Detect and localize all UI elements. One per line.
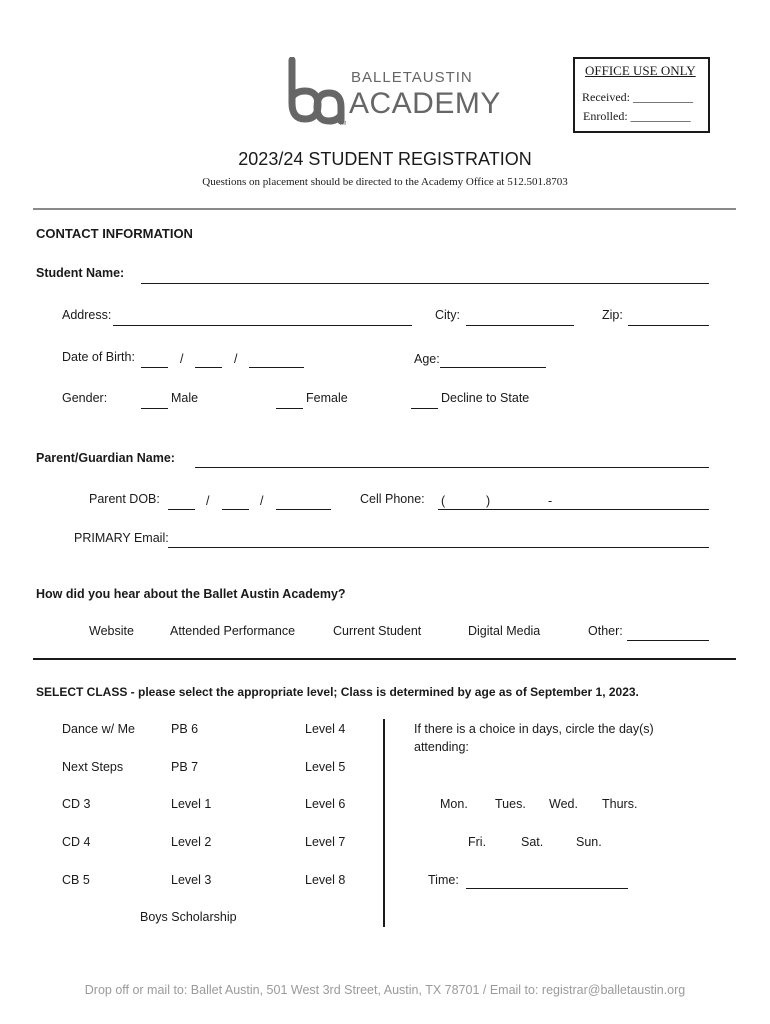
day-tues[interactable]: Tues. [495, 797, 526, 811]
class-pb7[interactable]: PB 7 [171, 760, 199, 774]
dob-day-field[interactable] [195, 367, 222, 368]
day-thurs[interactable]: Thurs. [602, 797, 638, 811]
day-choice-instruction-2: attending: [414, 740, 469, 754]
cell-phone-paren-close: ) [486, 494, 491, 508]
parent-dob-day-field[interactable] [222, 509, 249, 510]
hear-option-other[interactable]: Other: [588, 624, 623, 638]
hear-question: How did you hear about the Ballet Austin Academy? [36, 587, 346, 601]
dob-year-field[interactable] [249, 367, 304, 368]
class-dance-with-me[interactable]: Dance w/ Me [62, 722, 135, 736]
hear-option-website[interactable]: Website [89, 624, 134, 638]
day-mon[interactable]: Mon. [440, 797, 468, 811]
hear-option-digital-media[interactable]: Digital Media [468, 624, 541, 638]
class-level2[interactable]: Level 2 [171, 835, 212, 849]
parent-name-label: Parent/Guardian Name: [36, 451, 175, 465]
parent-dob-slash-1: / [206, 494, 210, 508]
gender-decline-label: Decline to State [441, 391, 530, 405]
zip-label: Zip: [602, 308, 623, 322]
day-fri[interactable]: Fri. [468, 835, 487, 849]
address-label: Address: [62, 308, 112, 322]
gender-decline-field[interactable] [411, 408, 438, 409]
logo-text-bottom: ACADEMY [349, 87, 501, 120]
city-label: City: [435, 308, 460, 322]
class-cb5[interactable]: CB 5 [62, 873, 90, 887]
gender-label: Gender: [62, 391, 108, 405]
dob-slash-2: / [234, 352, 238, 366]
office-enrolled: Enrolled: __________ [583, 109, 691, 123]
city-field[interactable] [466, 325, 574, 326]
logo-text-top: BALLETAUSTIN [351, 69, 473, 86]
student-name-label: Student Name: [36, 266, 125, 280]
class-level5[interactable]: Level 5 [305, 760, 346, 774]
office-received: Received: __________ [582, 90, 693, 104]
divider-middle [33, 658, 736, 660]
time-field[interactable] [466, 888, 628, 889]
zip-field[interactable] [628, 325, 709, 326]
student-name-field[interactable] [141, 283, 709, 284]
cell-phone-dash: - [548, 494, 553, 508]
hear-option-current-student[interactable]: Current Student [333, 624, 422, 638]
day-choice-instruction-1: If there is a choice in days, circle the day(s) [414, 722, 654, 736]
email-field[interactable] [168, 547, 709, 548]
age-label: Age: [414, 352, 440, 366]
class-boys-scholarship[interactable]: Boys Scholarship [140, 910, 237, 924]
logo-trademark: TM [339, 121, 347, 127]
class-pb6[interactable]: PB 6 [171, 722, 199, 736]
class-next-steps[interactable]: Next Steps [62, 760, 124, 774]
ba-logo-mark-icon [283, 57, 345, 127]
class-heading: SELECT CLASS - please select the appropriate level; Class is determined by age as of September 1, 2023. [36, 685, 639, 699]
cell-phone-label: Cell Phone: [360, 492, 425, 506]
office-use-title: OFFICE USE ONLY [585, 63, 696, 78]
cell-phone-paren-open: ( [441, 494, 446, 508]
ballet-austin-academy-logo [283, 57, 503, 129]
dob-slash-1: / [180, 352, 184, 366]
gender-male-field[interactable] [141, 408, 168, 409]
dob-month-field[interactable] [141, 367, 168, 368]
class-level4[interactable]: Level 4 [305, 722, 346, 736]
footer-mailing-info: Drop off or mail to: Ballet Austin, 501 West 3rd Street, Austin, TX 78701 / Email to: registrar@balletaustin.org [84, 983, 686, 997]
divider-top [33, 208, 736, 210]
class-level7[interactable]: Level 7 [305, 835, 346, 849]
contact-heading: CONTACT INFORMATION [36, 226, 193, 241]
class-level8[interactable]: Level 8 [305, 873, 346, 887]
hear-option-performance[interactable]: Attended Performance [170, 624, 296, 638]
class-level6[interactable]: Level 6 [305, 797, 346, 811]
email-label: PRIMARY Email: [74, 531, 169, 545]
page-title: 2023/24 STUDENT REGISTRATION [238, 149, 532, 169]
day-wed[interactable]: Wed. [549, 797, 578, 811]
parent-name-field[interactable] [195, 467, 709, 468]
parent-dob-year-field[interactable] [276, 509, 331, 510]
office-use-box [573, 57, 710, 133]
page-subtitle: Questions on placement should be directed to the Academy Office at 512.501.8703 [202, 176, 568, 188]
gender-female-label: Female [306, 391, 348, 405]
parent-dob-slash-2: / [260, 494, 264, 508]
class-level1[interactable]: Level 1 [171, 797, 212, 811]
time-label: Time: [428, 873, 459, 887]
class-column-divider [383, 719, 385, 927]
gender-female-field[interactable] [276, 408, 303, 409]
age-field[interactable] [440, 367, 546, 368]
hear-other-field[interactable] [627, 640, 709, 641]
parent-dob-month-field[interactable] [168, 509, 195, 510]
class-cd3[interactable]: CD 3 [62, 797, 91, 811]
day-sat[interactable]: Sat. [521, 835, 544, 849]
dob-label: Date of Birth: [62, 350, 135, 364]
address-field[interactable] [113, 325, 412, 326]
class-level3[interactable]: Level 3 [171, 873, 212, 887]
day-sun[interactable]: Sun. [576, 835, 602, 849]
cell-phone-field[interactable] [438, 509, 709, 510]
class-cd4[interactable]: CD 4 [62, 835, 91, 849]
gender-male-label: Male [171, 391, 199, 405]
parent-dob-label: Parent DOB: [89, 492, 160, 506]
